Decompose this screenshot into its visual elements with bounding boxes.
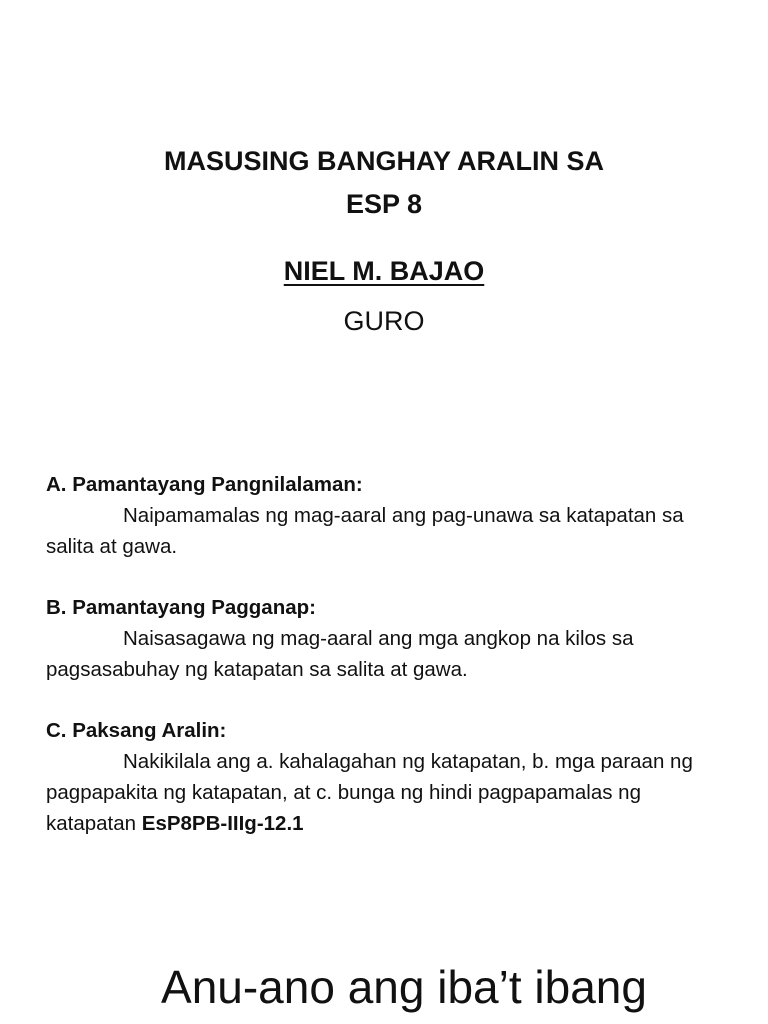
section-body-with-code xyxy=(46,746,736,839)
section-heading: A. Pamantayang Pangnilalaman: xyxy=(46,473,363,496)
section-heading: B. Pamantayang Pagganap: xyxy=(46,596,316,619)
section-performance-standard xyxy=(46,592,736,685)
section-subject-matter xyxy=(46,715,736,839)
document-title-line-2: ESP 8 xyxy=(345,189,423,219)
section-content-standard xyxy=(46,469,736,562)
next-page-question-partial: Anu-ano ang iba’t ibang xyxy=(161,961,647,1013)
section-heading: C. Paksang Aralin: xyxy=(46,719,227,742)
teacher-role: GURO xyxy=(343,306,425,336)
section-body-text: Nakikilala ang a. kahalagahan ng katapatan, b. mga paraan ng pagpapakita ng katapatan, at c. bunga ng hindi pagpapamalas ng katapatan xyxy=(46,750,693,835)
teacher-name: NIEL M. BAJAO xyxy=(283,256,485,286)
document-title-line-1: MASUSING BANGHAY ARALIN SA xyxy=(163,146,605,176)
section-body: Naipamamalas ng mag-aaral ang pag-unawa sa katapatan sa salita at gawa. xyxy=(46,504,684,558)
competency-code: EsP8PB-IIIg-12.1 xyxy=(141,812,304,835)
section-body: Naisasagawa ng mag-aaral ang mga angkop na kilos sa pagsasabuhay ng katapatan sa salita at gawa. xyxy=(46,627,634,681)
